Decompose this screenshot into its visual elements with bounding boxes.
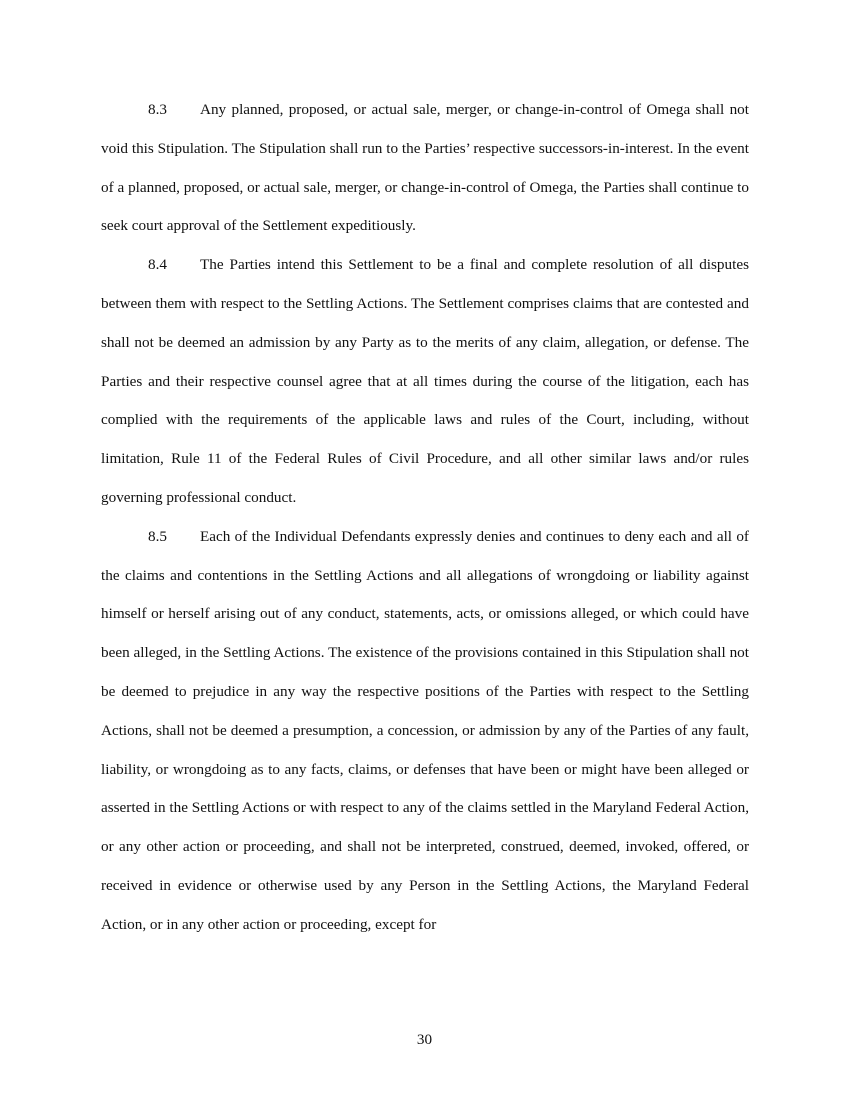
page-number: 30 xyxy=(416,1031,433,1048)
paragraph-number: 8.3 xyxy=(148,101,167,118)
paragraph-8-5 xyxy=(101,518,749,945)
document-body xyxy=(101,91,749,945)
paragraph-text: Any planned, proposed, or actual sale, merger, or change-in-control of Omega shall not void this Stipulation. The Stipulation shall run to the Parties’ respective successors-in-interest. In the event of a planned, proposed, or actual sale, merger, or change-in-control of Omega, the Parties shall continue to seek court approval of the Settlement expeditiously. xyxy=(101,101,749,235)
paragraph-8-3 xyxy=(101,91,749,246)
paragraph-number: 8.5 xyxy=(148,527,167,545)
paragraph-text: The Parties intend this Settlement to be a final and complete resolution of all disputes between them with respect to the Settling Actions. The Settlement comprises claims that are contested and shall not be deemed an admission by any Party as to the merits of any claim, allegation, or defense. The Parties and their respective counsel agree that at all times during the course of the litigation, each has complied with the requirements of the applicable laws and rules of the Court, including, without limitation, Rule 11 of the Federal Rules of Civil Procedure, and all other similar laws and/or rules governing professional conduct. xyxy=(101,256,749,506)
paragraph-text: Each of the Individual Defendants expressly denies and continues to deny each and all of the claims and contentions in the Settling Actions and all allegations of wrongdoing or liability against himself or herself arising out of any conduct, statements, acts, or omissions alleged, or which could have been alleged, in the Settling Actions. The existence of the provisions contained in this Stipulation shall not be deemed to prejudice in any way the respective positions of the Parties with respect to the Settling Actions, shall not be deemed a presumption, a concession, or admission by any of the Parties of any fault, liability, or wrongdoing as to any facts, claims, or defenses that have been or might have been alleged or asserted in the Settling Actions or with respect to any of the claims settled in the Maryland Federal Action, or any other action or proceeding, and shall not be interpreted, construed, deemed, invoked, offered, or received in evidence or otherwise used by any Person in the Settling Actions, the Maryland Federal Action, or in any other action or proceeding, except for xyxy=(101,527,749,933)
paragraph-8-4 xyxy=(101,246,749,518)
paragraph-number: 8.4 xyxy=(148,256,167,274)
